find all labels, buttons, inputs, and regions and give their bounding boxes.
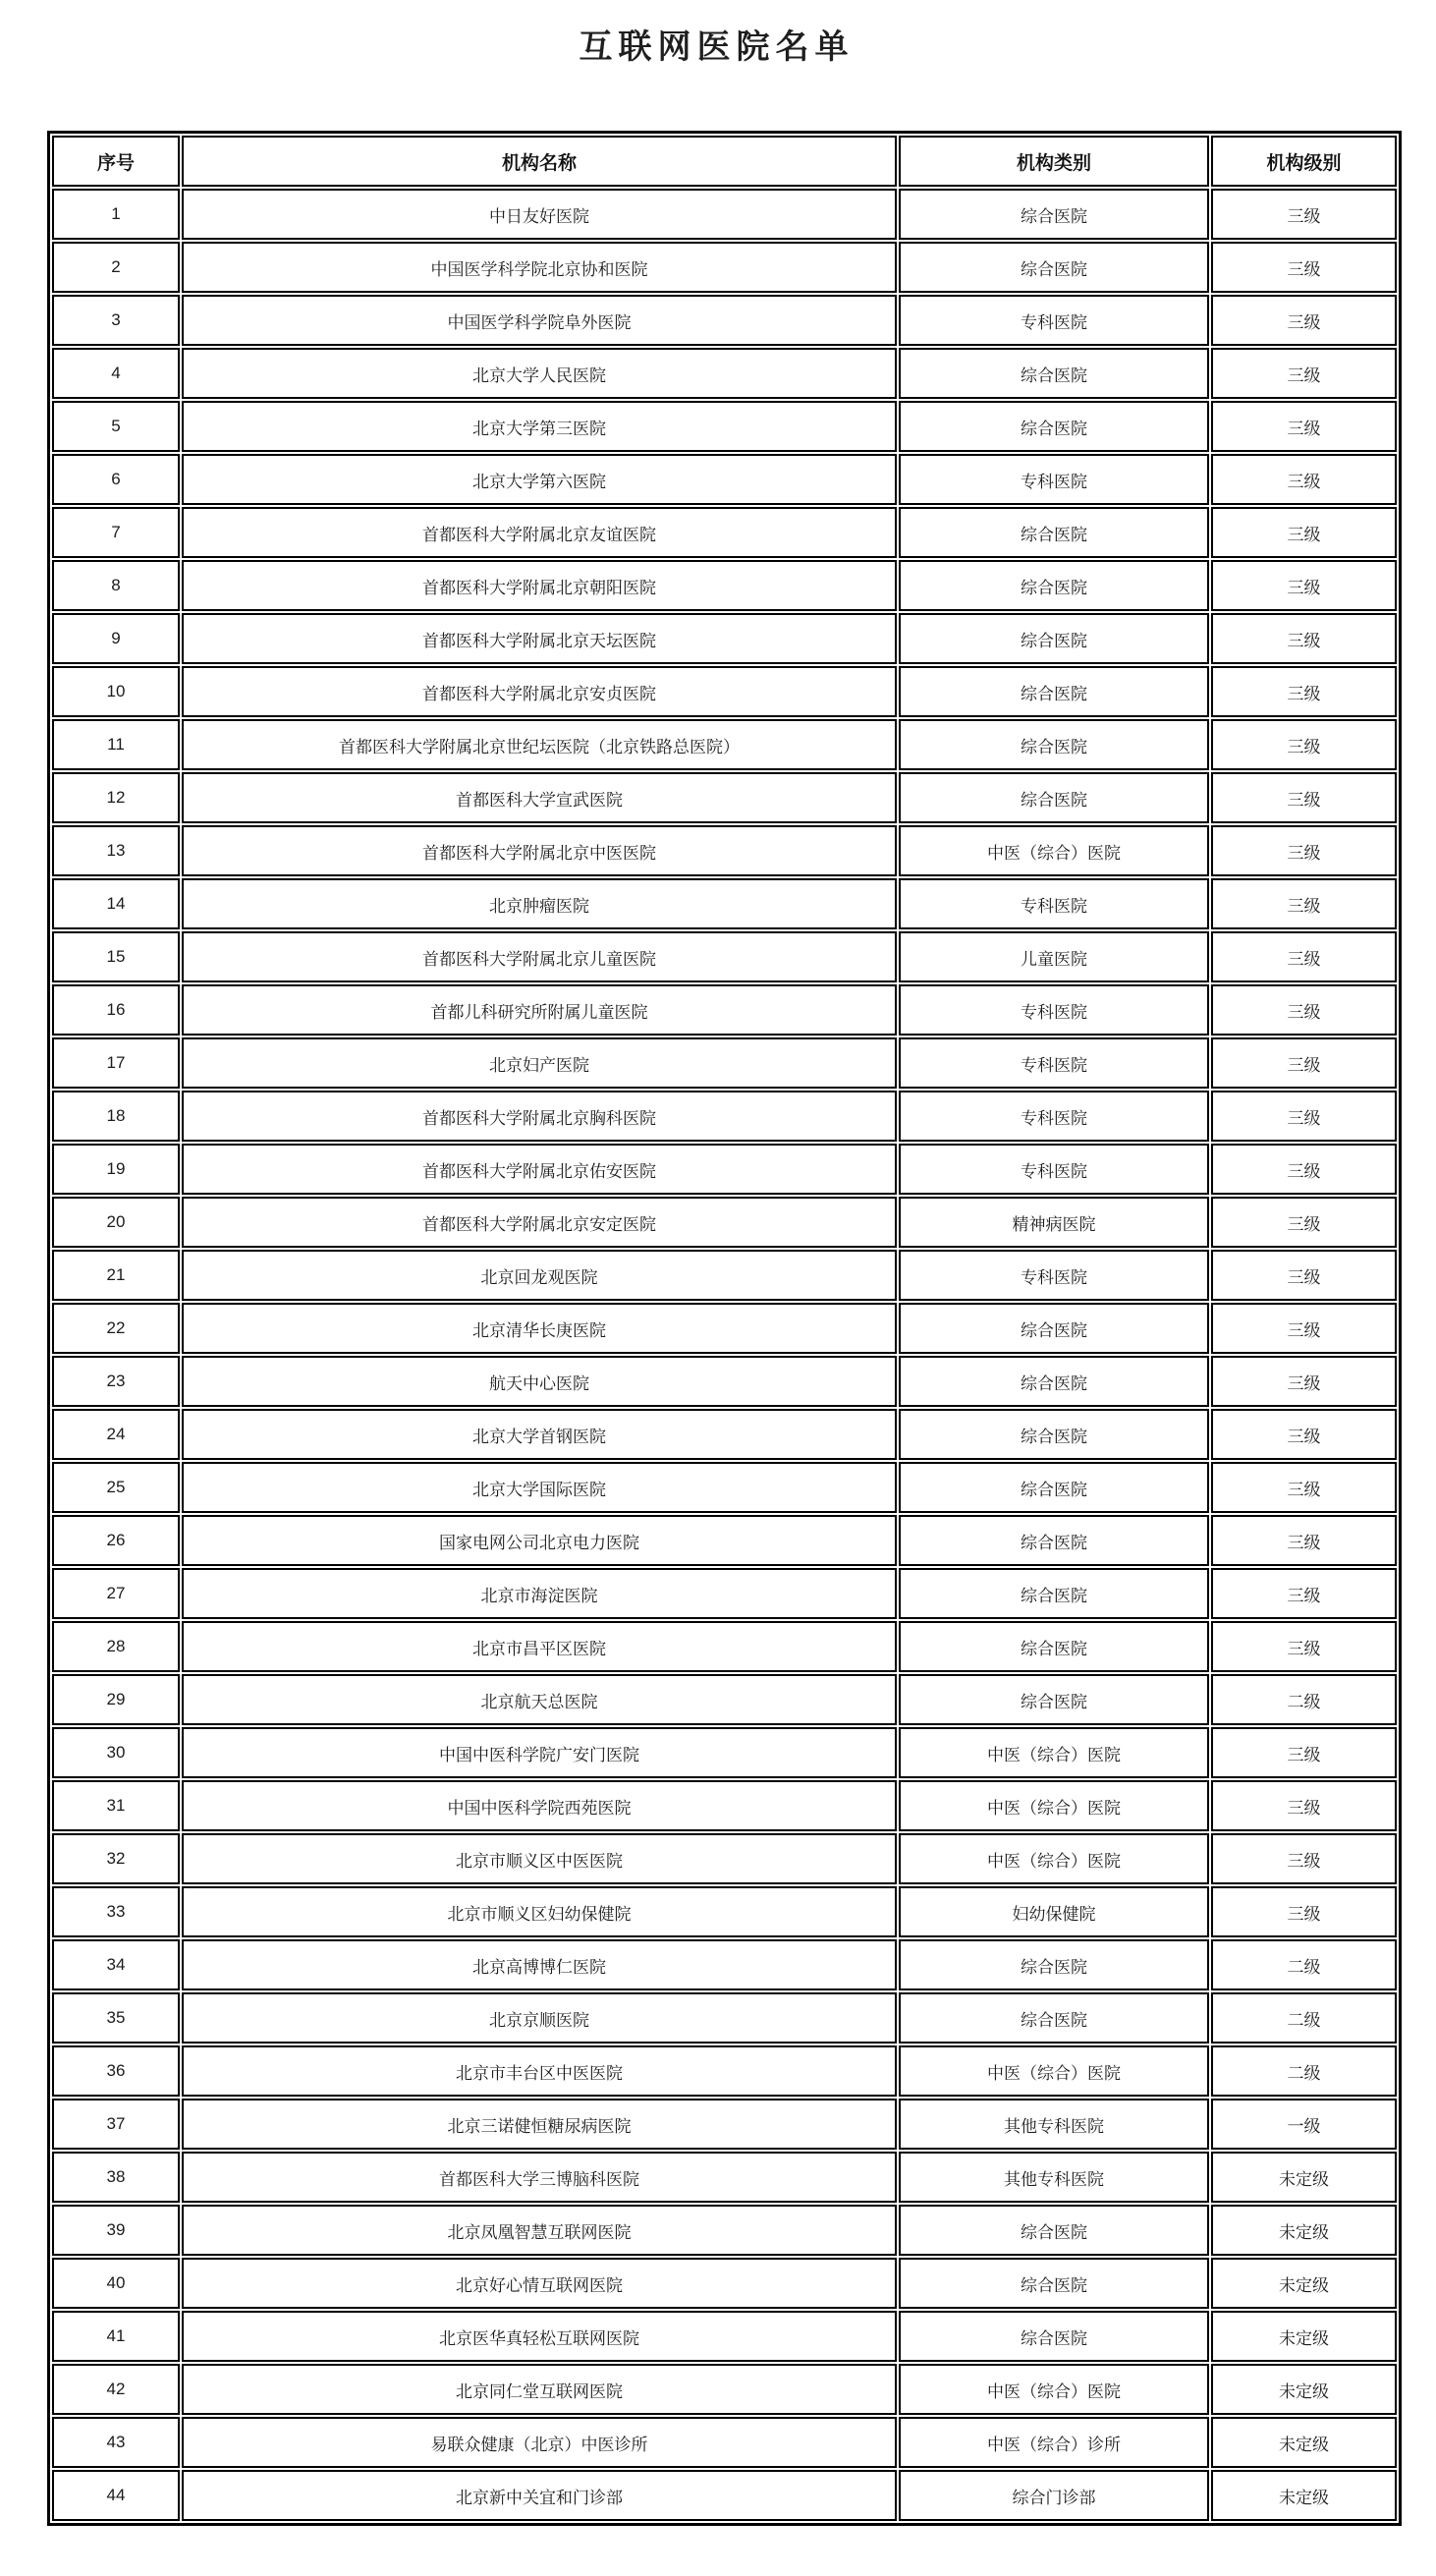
cell-name: 北京高博博仁医院 xyxy=(182,1939,897,1990)
cell-category: 中医（综合）医院 xyxy=(899,2364,1209,2415)
cell-category: 综合医院 xyxy=(899,1992,1209,2044)
cell-index: 44 xyxy=(52,2470,180,2521)
cell-name: 北京大学第六医院 xyxy=(182,454,897,505)
cell-level: 未定级 xyxy=(1211,2311,1397,2362)
cell-index: 27 xyxy=(52,1568,180,1619)
cell-category: 中医（综合）医院 xyxy=(899,825,1209,876)
cell-name: 首都医科大学附属北京胸科医院 xyxy=(182,1091,897,1142)
cell-name: 北京回龙观医院 xyxy=(182,1250,897,1301)
cell-level: 三级 xyxy=(1211,1621,1397,1672)
cell-name: 北京同仁堂互联网医院 xyxy=(182,2364,897,2415)
cell-level: 三级 xyxy=(1211,1250,1397,1301)
cell-name: 首都医科大学附属北京安定医院 xyxy=(182,1197,897,1248)
cell-level: 三级 xyxy=(1211,1091,1397,1142)
column-header-category: 机构类别 xyxy=(899,136,1209,187)
cell-name: 首都医科大学附属北京佑安医院 xyxy=(182,1144,897,1195)
cell-name: 首都医科大学三博脑科医院 xyxy=(182,2152,897,2203)
cell-category: 综合医院 xyxy=(899,189,1209,240)
cell-category: 综合门诊部 xyxy=(899,2470,1209,2521)
cell-level: 二级 xyxy=(1211,2045,1397,2097)
cell-index: 19 xyxy=(52,1144,180,1195)
cell-index: 25 xyxy=(52,1462,180,1513)
cell-name: 首都医科大学附属北京世纪坛医院（北京铁路总医院） xyxy=(182,719,897,770)
document-page xyxy=(47,0,1386,2526)
table-row xyxy=(52,1091,1397,1142)
cell-name: 北京三诺健恒糖尿病医院 xyxy=(182,2099,897,2150)
table-row xyxy=(52,2417,1397,2468)
cell-level: 未定级 xyxy=(1211,2205,1397,2256)
cell-name: 北京市昌平区医院 xyxy=(182,1621,897,1672)
cell-level: 三级 xyxy=(1211,401,1397,452)
table-row xyxy=(52,878,1397,929)
table-row xyxy=(52,1409,1397,1460)
cell-category: 专科医院 xyxy=(899,878,1209,929)
table-row xyxy=(52,666,1397,717)
page-title: 互联网医院名单 xyxy=(579,28,855,66)
cell-index: 24 xyxy=(52,1409,180,1460)
cell-level: 三级 xyxy=(1211,984,1397,1036)
cell-index: 32 xyxy=(52,1833,180,1884)
cell-level: 三级 xyxy=(1211,454,1397,505)
cell-name: 首都儿科研究所附属儿童医院 xyxy=(182,984,897,1036)
cell-level: 三级 xyxy=(1211,1780,1397,1831)
cell-name: 首都医科大学宣武医院 xyxy=(182,772,897,823)
cell-level: 未定级 xyxy=(1211,2258,1397,2309)
cell-category: 综合医院 xyxy=(899,613,1209,664)
cell-category: 综合医院 xyxy=(899,401,1209,452)
cell-name: 首都医科大学附属北京中医医院 xyxy=(182,825,897,876)
cell-category: 综合医院 xyxy=(899,1462,1209,1513)
cell-category: 综合医院 xyxy=(899,242,1209,293)
cell-name: 北京凤凰智慧互联网医院 xyxy=(182,2205,897,2256)
cell-index: 6 xyxy=(52,454,180,505)
cell-category: 综合医院 xyxy=(899,2258,1209,2309)
table-row xyxy=(52,772,1397,823)
cell-level: 未定级 xyxy=(1211,2470,1397,2521)
cell-level: 三级 xyxy=(1211,1037,1397,1089)
table-row xyxy=(52,825,1397,876)
cell-category: 综合医院 xyxy=(899,1409,1209,1460)
table-row xyxy=(52,1886,1397,1937)
table-row xyxy=(52,1780,1397,1831)
cell-level: 二级 xyxy=(1211,1674,1397,1725)
table-row xyxy=(52,931,1397,982)
cell-name: 北京大学人民医院 xyxy=(182,348,897,399)
cell-name: 中日友好医院 xyxy=(182,189,897,240)
cell-index: 8 xyxy=(52,560,180,611)
cell-index: 33 xyxy=(52,1886,180,1937)
cell-index: 37 xyxy=(52,2099,180,2150)
cell-category: 综合医院 xyxy=(899,2205,1209,2256)
table-row xyxy=(52,719,1397,770)
cell-level: 三级 xyxy=(1211,560,1397,611)
cell-index: 16 xyxy=(52,984,180,1036)
table-row xyxy=(52,507,1397,558)
cell-category: 综合医院 xyxy=(899,1568,1209,1619)
cell-category: 妇幼保健院 xyxy=(899,1886,1209,1937)
cell-index: 9 xyxy=(52,613,180,664)
cell-index: 10 xyxy=(52,666,180,717)
cell-index: 29 xyxy=(52,1674,180,1725)
cell-name: 航天中心医院 xyxy=(182,1356,897,1407)
cell-category: 综合医院 xyxy=(899,1939,1209,1990)
cell-name: 首都医科大学附属北京安贞医院 xyxy=(182,666,897,717)
table-row xyxy=(52,1515,1397,1566)
cell-name: 北京京顺医院 xyxy=(182,1992,897,2044)
table-row xyxy=(52,1568,1397,1619)
cell-level: 三级 xyxy=(1211,1462,1397,1513)
cell-index: 23 xyxy=(52,1356,180,1407)
cell-category: 综合医院 xyxy=(899,1621,1209,1672)
cell-name: 首都医科大学附属北京友谊医院 xyxy=(182,507,897,558)
cell-index: 3 xyxy=(52,295,180,346)
cell-level: 三级 xyxy=(1211,825,1397,876)
cell-level: 三级 xyxy=(1211,613,1397,664)
cell-name: 北京清华长庚医院 xyxy=(182,1303,897,1354)
cell-category: 综合医院 xyxy=(899,719,1209,770)
cell-index: 30 xyxy=(52,1727,180,1778)
cell-level: 三级 xyxy=(1211,242,1397,293)
cell-category: 综合医院 xyxy=(899,560,1209,611)
cell-category: 其他专科医院 xyxy=(899,2099,1209,2150)
cell-level: 三级 xyxy=(1211,507,1397,558)
cell-category: 综合医院 xyxy=(899,666,1209,717)
table-row xyxy=(52,2364,1397,2415)
table-row xyxy=(52,1992,1397,2044)
cell-index: 7 xyxy=(52,507,180,558)
cell-name: 首都医科大学附属北京朝阳医院 xyxy=(182,560,897,611)
cell-index: 22 xyxy=(52,1303,180,1354)
cell-level: 三级 xyxy=(1211,719,1397,770)
table-row xyxy=(52,2470,1397,2521)
cell-name: 北京妇产医院 xyxy=(182,1037,897,1089)
header-row xyxy=(52,136,1397,187)
cell-level: 三级 xyxy=(1211,1833,1397,1884)
cell-name: 北京市顺义区妇幼保健院 xyxy=(182,1886,897,1937)
cell-level: 三级 xyxy=(1211,1886,1397,1937)
cell-name: 首都医科大学附属北京天坛医院 xyxy=(182,613,897,664)
cell-index: 13 xyxy=(52,825,180,876)
cell-level: 三级 xyxy=(1211,1727,1397,1778)
cell-name: 国家电网公司北京电力医院 xyxy=(182,1515,897,1566)
table-row xyxy=(52,1356,1397,1407)
cell-level: 三级 xyxy=(1211,348,1397,399)
cell-category: 专科医院 xyxy=(899,1250,1209,1301)
table-row xyxy=(52,189,1397,240)
table-row xyxy=(52,242,1397,293)
cell-category: 精神病医院 xyxy=(899,1197,1209,1248)
cell-category: 中医（综合）医院 xyxy=(899,1780,1209,1831)
cell-level: 三级 xyxy=(1211,878,1397,929)
table-row xyxy=(52,1197,1397,1248)
cell-name: 北京大学第三医院 xyxy=(182,401,897,452)
cell-name: 首都医科大学附属北京儿童医院 xyxy=(182,931,897,982)
cell-category: 专科医院 xyxy=(899,295,1209,346)
table-row xyxy=(52,2258,1397,2309)
cell-name: 北京好心情互联网医院 xyxy=(182,2258,897,2309)
cell-index: 35 xyxy=(52,1992,180,2044)
cell-name: 北京大学首钢医院 xyxy=(182,1409,897,1460)
cell-level: 三级 xyxy=(1211,1515,1397,1566)
cell-category: 中医（综合）医院 xyxy=(899,1833,1209,1884)
cell-index: 4 xyxy=(52,348,180,399)
cell-index: 41 xyxy=(52,2311,180,2362)
cell-category: 其他专科医院 xyxy=(899,2152,1209,2203)
cell-name: 北京新中关宜和门诊部 xyxy=(182,2470,897,2521)
cell-level: 未定级 xyxy=(1211,2417,1397,2468)
table-row xyxy=(52,1303,1397,1354)
cell-category: 综合医院 xyxy=(899,1356,1209,1407)
cell-category: 综合医院 xyxy=(899,1303,1209,1354)
table-row xyxy=(52,984,1397,1036)
cell-name: 中国医学科学院北京协和医院 xyxy=(182,242,897,293)
table-row xyxy=(52,348,1397,399)
cell-category: 综合医院 xyxy=(899,1674,1209,1725)
cell-name: 北京市海淀医院 xyxy=(182,1568,897,1619)
table-row xyxy=(52,1727,1397,1778)
cell-category: 专科医院 xyxy=(899,1037,1209,1089)
cell-level: 三级 xyxy=(1211,772,1397,823)
cell-level: 三级 xyxy=(1211,1303,1397,1354)
table-row xyxy=(52,295,1397,346)
cell-level: 三级 xyxy=(1211,931,1397,982)
column-header-index: 序号 xyxy=(52,136,180,187)
table-body xyxy=(52,189,1397,2521)
column-header-level: 机构级别 xyxy=(1211,136,1397,187)
cell-category: 专科医院 xyxy=(899,1144,1209,1195)
table-row xyxy=(52,560,1397,611)
table-row xyxy=(52,1462,1397,1513)
cell-index: 14 xyxy=(52,878,180,929)
column-header-name: 机构名称 xyxy=(182,136,897,187)
cell-level: 三级 xyxy=(1211,1568,1397,1619)
table-row xyxy=(52,1674,1397,1725)
cell-category: 专科医院 xyxy=(899,1091,1209,1142)
table-row xyxy=(52,401,1397,452)
table-row xyxy=(52,1144,1397,1195)
cell-index: 26 xyxy=(52,1515,180,1566)
cell-index: 17 xyxy=(52,1037,180,1089)
cell-name: 北京医华真轻松互联网医院 xyxy=(182,2311,897,2362)
table-row xyxy=(52,2099,1397,2150)
cell-category: 中医（综合）医院 xyxy=(899,2045,1209,2097)
table-row xyxy=(52,2311,1397,2362)
cell-index: 5 xyxy=(52,401,180,452)
cell-index: 34 xyxy=(52,1939,180,1990)
cell-name: 中国中医科学院广安门医院 xyxy=(182,1727,897,1778)
cell-category: 综合医院 xyxy=(899,1515,1209,1566)
cell-level: 一级 xyxy=(1211,2099,1397,2150)
cell-category: 儿童医院 xyxy=(899,931,1209,982)
table-row xyxy=(52,2205,1397,2256)
table-row xyxy=(52,1250,1397,1301)
cell-index: 20 xyxy=(52,1197,180,1248)
cell-name: 北京市顺义区中医医院 xyxy=(182,1833,897,1884)
cell-index: 2 xyxy=(52,242,180,293)
cell-index: 11 xyxy=(52,719,180,770)
cell-level: 二级 xyxy=(1211,1992,1397,2044)
table-row xyxy=(52,1939,1397,1990)
cell-category: 专科医院 xyxy=(899,984,1209,1036)
cell-name: 中国中医科学院西苑医院 xyxy=(182,1780,897,1831)
cell-category: 中医（综合）诊所 xyxy=(899,2417,1209,2468)
cell-index: 1 xyxy=(52,189,180,240)
cell-name: 易联众健康（北京）中医诊所 xyxy=(182,2417,897,2468)
cell-index: 12 xyxy=(52,772,180,823)
table-row xyxy=(52,454,1397,505)
cell-index: 36 xyxy=(52,2045,180,2097)
table-row xyxy=(52,1037,1397,1089)
cell-index: 15 xyxy=(52,931,180,982)
cell-index: 42 xyxy=(52,2364,180,2415)
cell-index: 43 xyxy=(52,2417,180,2468)
cell-level: 三级 xyxy=(1211,1144,1397,1195)
cell-category: 综合医院 xyxy=(899,348,1209,399)
cell-category: 中医（综合）医院 xyxy=(899,1727,1209,1778)
cell-category: 综合医院 xyxy=(899,507,1209,558)
cell-level: 三级 xyxy=(1211,189,1397,240)
cell-category: 专科医院 xyxy=(899,454,1209,505)
cell-level: 未定级 xyxy=(1211,2364,1397,2415)
cell-index: 18 xyxy=(52,1091,180,1142)
cell-level: 三级 xyxy=(1211,295,1397,346)
cell-category: 综合医院 xyxy=(899,772,1209,823)
cell-category: 综合医院 xyxy=(899,2311,1209,2362)
cell-index: 31 xyxy=(52,1780,180,1831)
cell-name: 中国医学科学院阜外医院 xyxy=(182,295,897,346)
table-row xyxy=(52,1621,1397,1672)
table-row xyxy=(52,613,1397,664)
cell-level: 未定级 xyxy=(1211,2152,1397,2203)
cell-level: 三级 xyxy=(1211,1197,1397,1248)
cell-name: 北京肿瘤医院 xyxy=(182,878,897,929)
table-row xyxy=(52,2152,1397,2203)
table-row xyxy=(52,1833,1397,1884)
cell-index: 28 xyxy=(52,1621,180,1672)
cell-level: 二级 xyxy=(1211,1939,1397,1990)
cell-index: 40 xyxy=(52,2258,180,2309)
cell-index: 21 xyxy=(52,1250,180,1301)
cell-level: 三级 xyxy=(1211,666,1397,717)
cell-index: 39 xyxy=(52,2205,180,2256)
cell-name: 北京市丰台区中医医院 xyxy=(182,2045,897,2097)
hospital-table xyxy=(47,131,1402,2526)
cell-name: 北京航天总医院 xyxy=(182,1674,897,1725)
cell-level: 三级 xyxy=(1211,1409,1397,1460)
table-row xyxy=(52,2045,1397,2097)
cell-level: 三级 xyxy=(1211,1356,1397,1407)
cell-index: 38 xyxy=(52,2152,180,2203)
cell-name: 北京大学国际医院 xyxy=(182,1462,897,1513)
